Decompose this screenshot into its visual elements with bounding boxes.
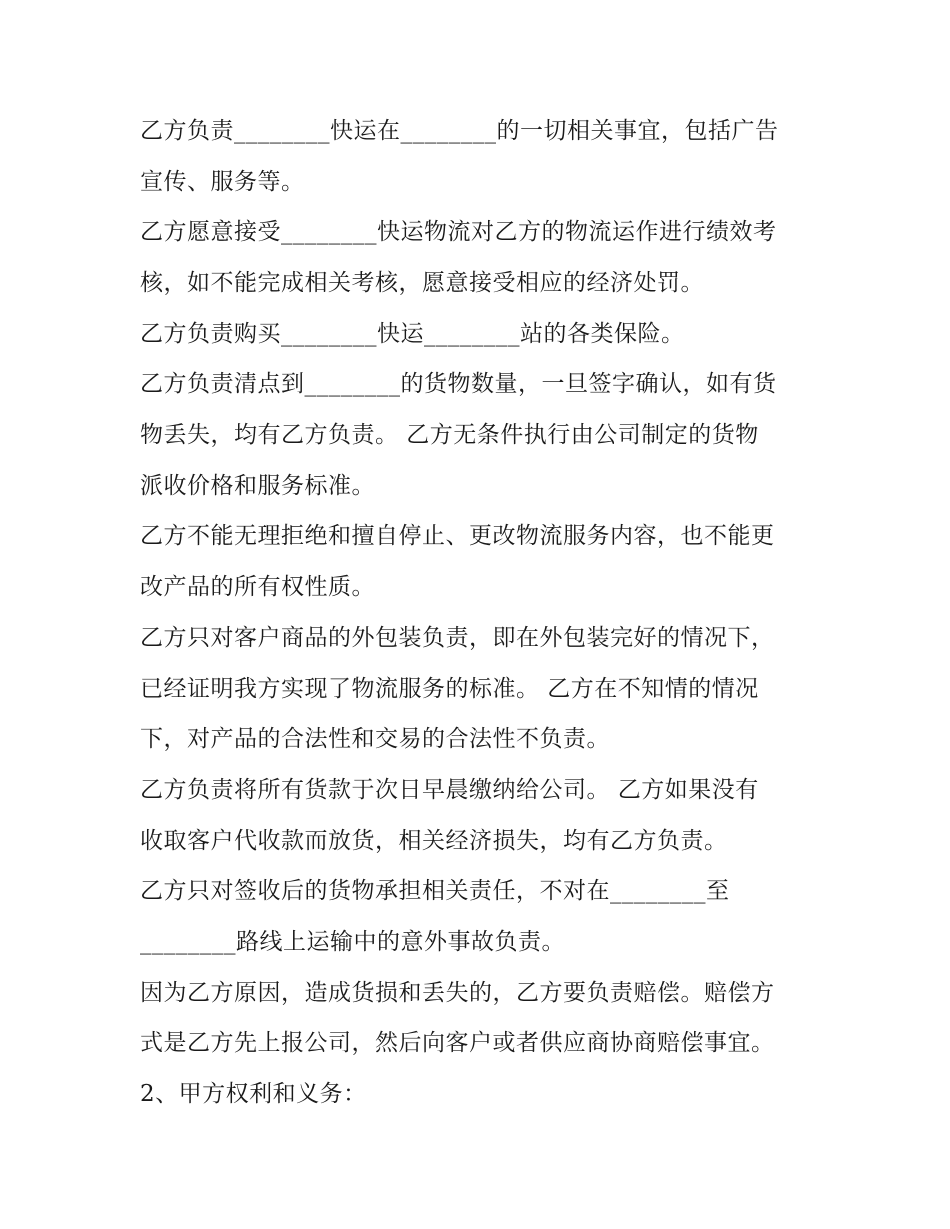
text-line-16: 乙方只对签收后的货物承担相关责任，不对在________至 bbox=[140, 878, 730, 904]
section-heading: 2、甲方权利和义务： bbox=[140, 1081, 367, 1107]
text-line-4: 核，如不能完成相关考核，愿意接受相应的经济处罚。 bbox=[140, 270, 704, 296]
text-line-18: 因为乙方原因，造成货损和丢失的，乙方要负责赔偿。赔偿方 bbox=[140, 980, 775, 1006]
text-line-17: ________路线上运输中的意外事故负责。 bbox=[140, 929, 565, 955]
text-line-15: 收取客户代收款而放货，相关经济损失，均有乙方负责。 bbox=[140, 828, 728, 854]
text-line-14: 乙方负责将所有货款于次日早晨缴纳给公司。 乙方如果没有 bbox=[140, 777, 759, 803]
text-line-11: 乙方只对客户商品的外包装负责，即在外包装完好的情况下， bbox=[140, 625, 775, 651]
text-line-5: 乙方负责购买________快运________站的各类保险。 bbox=[140, 321, 685, 347]
text-line-7: 物丢失，均有乙方负责。 乙方无条件执行由公司制定的货物 bbox=[140, 422, 759, 448]
text-line-9: 乙方不能无理拒绝和擅自停止、更改物流服务内容，也不能更 bbox=[140, 523, 775, 549]
text-line-13: 下，对产品的合法性和交易的合法性不负责。 bbox=[140, 726, 610, 752]
text-line-2: 宣传、服务等。 bbox=[140, 169, 305, 195]
text-line-19: 式是乙方先上报公司，然后向客户或者供应商协商赔偿事宜。 bbox=[140, 1030, 775, 1056]
text-line-3: 乙方愿意接受________快运物流对乙方的物流运作进行绩效考 bbox=[140, 219, 777, 245]
text-line-10: 改产品的所有权性质。 bbox=[140, 574, 375, 600]
text-line-6: 乙方负责清点到________的货物数量，一旦签字确认，如有货 bbox=[140, 371, 777, 397]
text-line-12: 已经证明我方实现了物流服务的标准。 乙方在不知情的情况 bbox=[140, 676, 759, 702]
text-line-1: 乙方负责________快运在________的一切相关事宜，包括广告 bbox=[140, 118, 779, 144]
text-line-8: 派收价格和服务标准。 bbox=[140, 473, 375, 499]
